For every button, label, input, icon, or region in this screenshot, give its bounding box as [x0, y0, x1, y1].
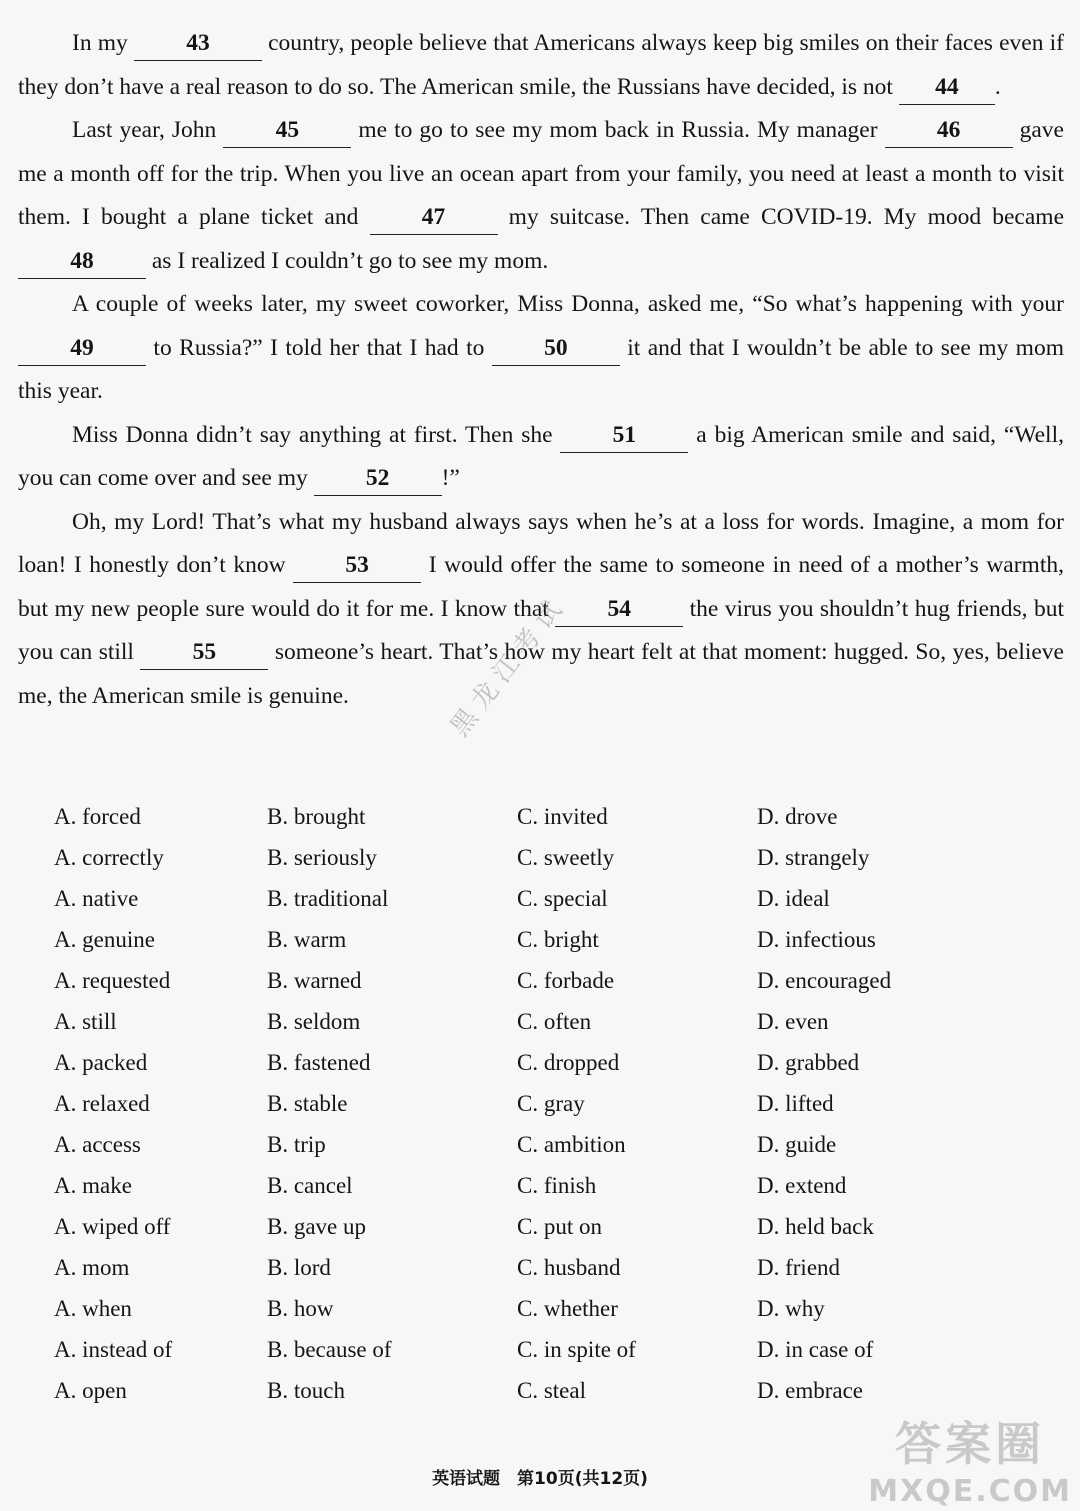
option-a: A. requested: [54, 967, 171, 993]
paragraph-2: [18, 109, 1064, 283]
option-d: D. guide: [757, 1131, 837, 1157]
text: my suitcase. Then came COVID-19. My mood became: [497, 204, 1064, 230]
option-b: B. touch: [267, 1377, 345, 1403]
text: A couple of weeks later, my sweet coworker, Miss Donna, asked me, “So what’s happening with your: [72, 291, 1064, 317]
option-a: A. native: [54, 885, 139, 911]
option-b: B. traditional: [267, 885, 389, 911]
option-c: C. often: [517, 1008, 592, 1034]
option-c: C. bright: [517, 926, 599, 952]
option-b: B. brought: [267, 803, 366, 829]
site-watermark-logo: [868, 1408, 1072, 1509]
option-b: B. how: [267, 1295, 334, 1321]
option-b: B. cancel: [267, 1172, 353, 1198]
option-row-48: [54, 1001, 914, 1042]
option-row-55: [54, 1288, 914, 1329]
option-a: A. correctly: [54, 844, 164, 870]
text: !”: [441, 465, 460, 491]
option-a: A. make: [54, 1172, 132, 1198]
option-c: C. sweetly: [517, 844, 615, 870]
option-row-44: [54, 837, 914, 878]
option-a: A. wiped off: [54, 1213, 171, 1239]
option-a: A. packed: [54, 1049, 148, 1075]
option-d: D. ideal: [757, 885, 830, 911]
option-row-45: [54, 878, 914, 919]
option-d: D. extend: [757, 1172, 847, 1198]
blank-48: 48: [18, 244, 146, 279]
option-c: C. forbade: [517, 967, 615, 993]
option-a: A. forced: [54, 803, 141, 829]
option-c: C. husband: [517, 1254, 621, 1280]
option-a: A. genuine: [54, 926, 155, 952]
option-d: D. embrace: [757, 1377, 863, 1403]
option-c: C. gray: [517, 1090, 585, 1116]
paragraph-3: [18, 283, 1064, 414]
option-c: C. in spite of: [517, 1336, 636, 1362]
text: Miss Donna didn’t say anything at first. Then she: [72, 421, 561, 448]
blank-50: 50: [492, 331, 620, 366]
blank-43: 43: [134, 26, 262, 61]
text: Last year, John: [72, 117, 224, 143]
option-c: C. steal: [517, 1377, 586, 1403]
option-c: C. invited: [517, 803, 608, 829]
option-row-54: [54, 1247, 914, 1288]
option-row-56: [54, 1329, 914, 1370]
option-c: C. dropped: [517, 1049, 620, 1075]
option-b: B. lord: [267, 1254, 331, 1280]
option-row-46: [54, 919, 914, 960]
option-b: B. trip: [267, 1131, 326, 1157]
blank-52: 52: [314, 461, 442, 496]
text: I would offer the same to someone in need of a mother’s warmth, but my new people sure would do it for me. I know that: [18, 552, 1064, 622]
option-d: D. held back: [757, 1213, 874, 1239]
option-c: C. whether: [517, 1295, 618, 1321]
option-d: D. lifted: [757, 1090, 834, 1116]
option-row-52: [54, 1165, 914, 1206]
option-a: A. relaxed: [54, 1090, 150, 1116]
option-d: D. drove: [757, 803, 838, 829]
text: a big American smile and said, “Well, you can come over and see my: [18, 421, 1064, 491]
text: country, people believe that Americans always keep big smiles on their faces even if they don’t have a real reason to do so. The American smile, the Russians have decided, is not: [18, 30, 1064, 100]
option-d: D. in case of: [757, 1336, 874, 1362]
blank-54: 54: [555, 592, 683, 627]
option-b: B. warm: [267, 926, 347, 952]
blank-51: 51: [560, 418, 688, 453]
page-footer: 英语试题 第10页(共12页): [432, 1469, 648, 1489]
answer-options: [54, 796, 914, 1411]
option-b: B. warned: [267, 967, 362, 993]
option-b: B. seriously: [267, 844, 377, 870]
option-a: A. instead of: [54, 1336, 173, 1362]
option-row-51: [54, 1124, 914, 1165]
text: gave me a month off for the trip. When you live an ocean apart from your family, you need at least a month to visit them. I bought a plane ticket and: [18, 117, 1064, 230]
option-c: C. special: [517, 885, 608, 911]
blank-45: 45: [223, 113, 351, 148]
exam-watermark: 黑龙江考试: [444, 589, 574, 743]
text: the virus you shouldn’t hug friends, but you can still: [18, 595, 1064, 665]
option-d: D. friend: [757, 1254, 841, 1280]
option-a: A. mom: [54, 1254, 130, 1280]
blank-46: 46: [885, 113, 1013, 148]
paragraph-4: [18, 414, 1064, 501]
option-b: B. fastened: [267, 1049, 371, 1075]
option-row-47: [54, 960, 914, 1001]
option-d: D. infectious: [757, 926, 876, 952]
blank-49: 49: [18, 331, 146, 366]
blank-53: 53: [293, 548, 421, 583]
text: Oh, my Lord! That’s what my husband always says when he’s at a loss for words. Imagine, a mom for loan! I honestly don’t know: [18, 508, 1064, 578]
option-row-43: [54, 796, 914, 837]
option-row-50: [54, 1083, 914, 1124]
text: to Russia?” I told her that I had to: [146, 334, 492, 361]
option-d: D. grabbed: [757, 1049, 860, 1075]
text: as I realized I couldn’t go to see my mom.: [146, 247, 549, 274]
text: .: [994, 73, 1001, 100]
option-c: C. ambition: [517, 1131, 626, 1157]
option-d: D. even: [757, 1008, 829, 1034]
text: it and that I wouldn’t be able to see my mom this year.: [18, 334, 1064, 404]
option-row-49: [54, 1042, 914, 1083]
text: In my: [72, 30, 134, 56]
option-c: C. finish: [517, 1172, 597, 1198]
option-a: A. still: [54, 1008, 117, 1034]
option-b: B. seldom: [267, 1008, 361, 1034]
option-c: C. put on: [517, 1213, 602, 1239]
option-d: D. why: [757, 1295, 825, 1321]
text: me to go to see my mom back in Russia. My manager: [351, 117, 885, 143]
option-b: B. because of: [267, 1336, 392, 1362]
option-a: A. open: [54, 1377, 127, 1403]
blank-55: 55: [140, 635, 268, 670]
option-a: A. access: [54, 1131, 141, 1157]
blank-44: 44: [899, 70, 995, 105]
paragraph-1: [18, 22, 1064, 109]
option-d: D. strangely: [757, 844, 870, 870]
option-row-57: [54, 1370, 914, 1411]
blank-47: 47: [370, 200, 498, 235]
watermark-logo-text: 答案圈: [895, 1417, 1046, 1471]
option-b: B. gave up: [267, 1213, 367, 1239]
text: someone’s heart. That’s how my heart felt at that moment: hugged. So, yes, believe me, the American smile is genuine.: [18, 639, 1064, 709]
option-b: B. stable: [267, 1090, 348, 1116]
option-row-53: [54, 1206, 914, 1247]
watermark-site-text: MXQE.COM: [868, 1474, 1072, 1509]
option-d: D. encouraged: [757, 967, 892, 993]
option-a: A. when: [54, 1295, 132, 1321]
